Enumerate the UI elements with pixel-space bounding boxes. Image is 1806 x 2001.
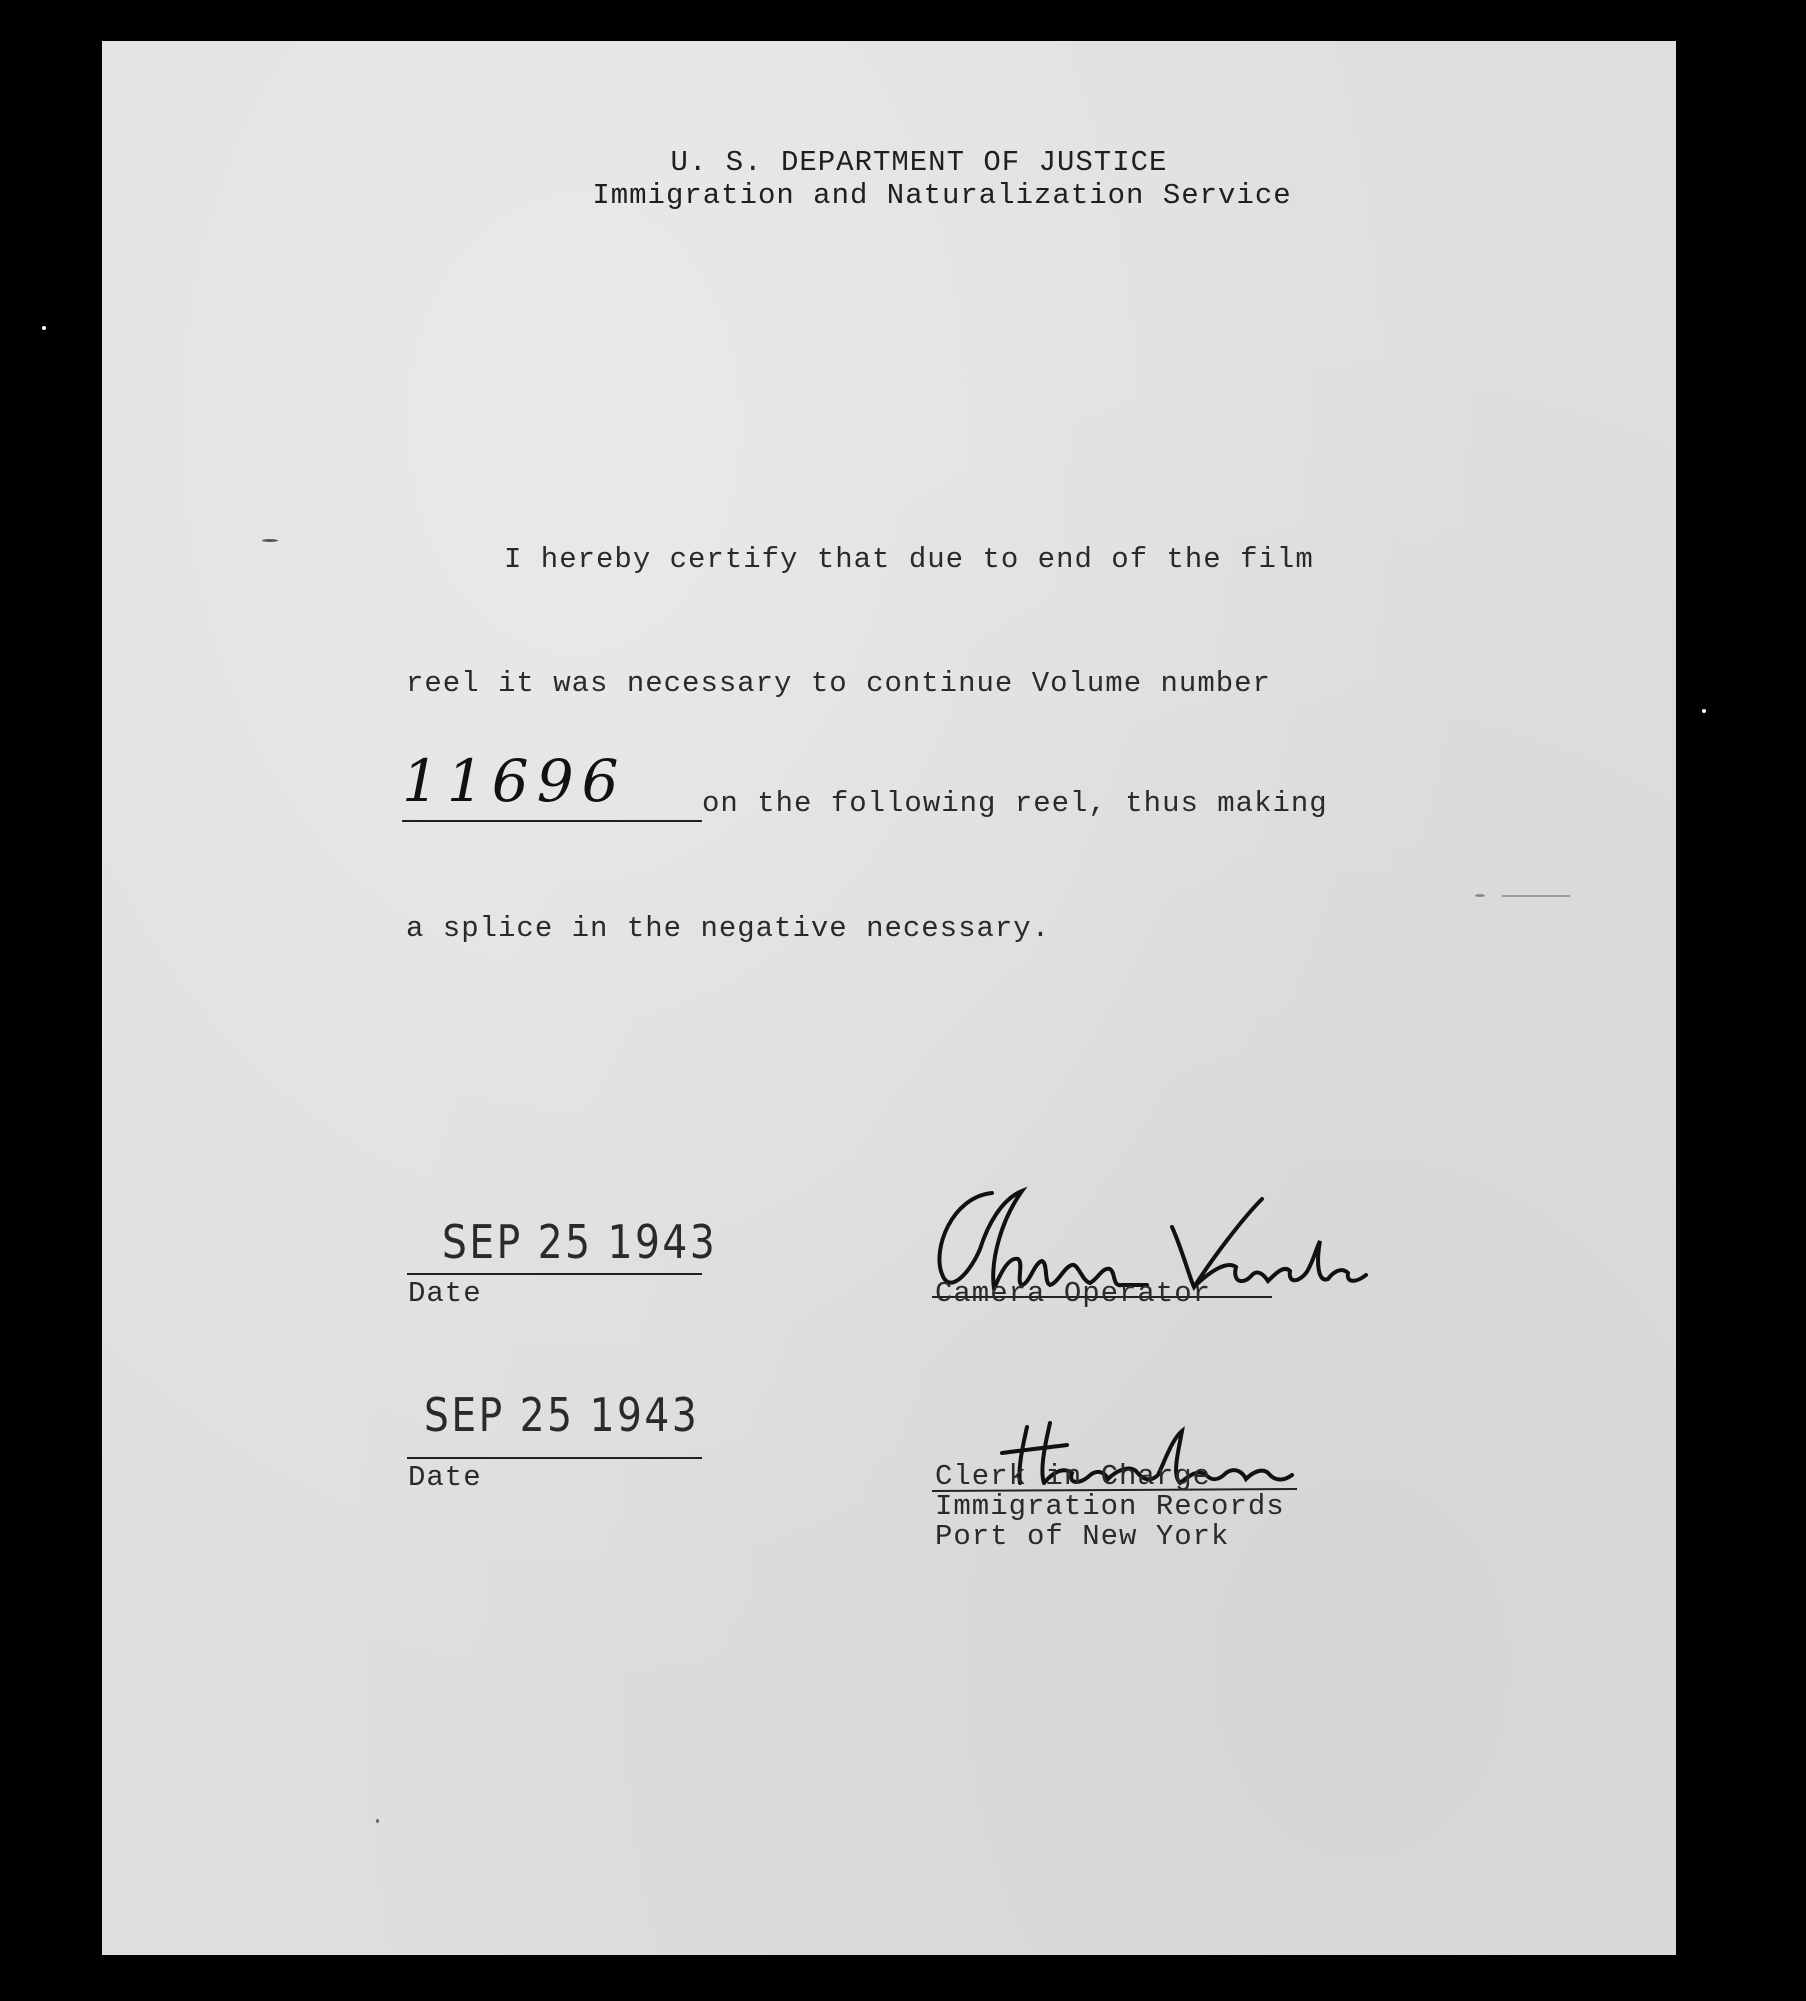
date-stamp-2: SEP 25 1943 (424, 1388, 700, 1442)
camera-operator-label: Camera Operator (935, 1277, 1212, 1310)
date-line-1 (407, 1273, 702, 1275)
date-label-1: Date (408, 1277, 482, 1310)
date-stamp-1: SEP 25 1943 (442, 1215, 718, 1269)
document-page (102, 41, 1676, 1955)
certification-line-4: a splice in the negative necessary. (406, 912, 1051, 945)
volume-number-handwritten: 11696 (402, 747, 627, 815)
clerk-title-line-2: Immigration Records (935, 1490, 1285, 1523)
volume-number-underline (402, 820, 702, 822)
certification-line-2: reel it was necessary to continue Volume number (406, 667, 1271, 700)
agency-heading: U. S. DEPARTMENT OF JUSTICE (670, 146, 1168, 179)
service-heading: Immigration and Naturalization Service (592, 179, 1292, 212)
certification-line-3: on the following reel, thus making (702, 787, 1328, 820)
clerk-title-line-3: Port of New York (935, 1520, 1230, 1553)
certification-line-1: I hereby certify that due to end of the film (504, 543, 1314, 576)
date-label-2: Date (408, 1461, 482, 1494)
clerk-title-line-1: Clerk in Charge (935, 1460, 1212, 1493)
date-line-2 (407, 1457, 702, 1459)
